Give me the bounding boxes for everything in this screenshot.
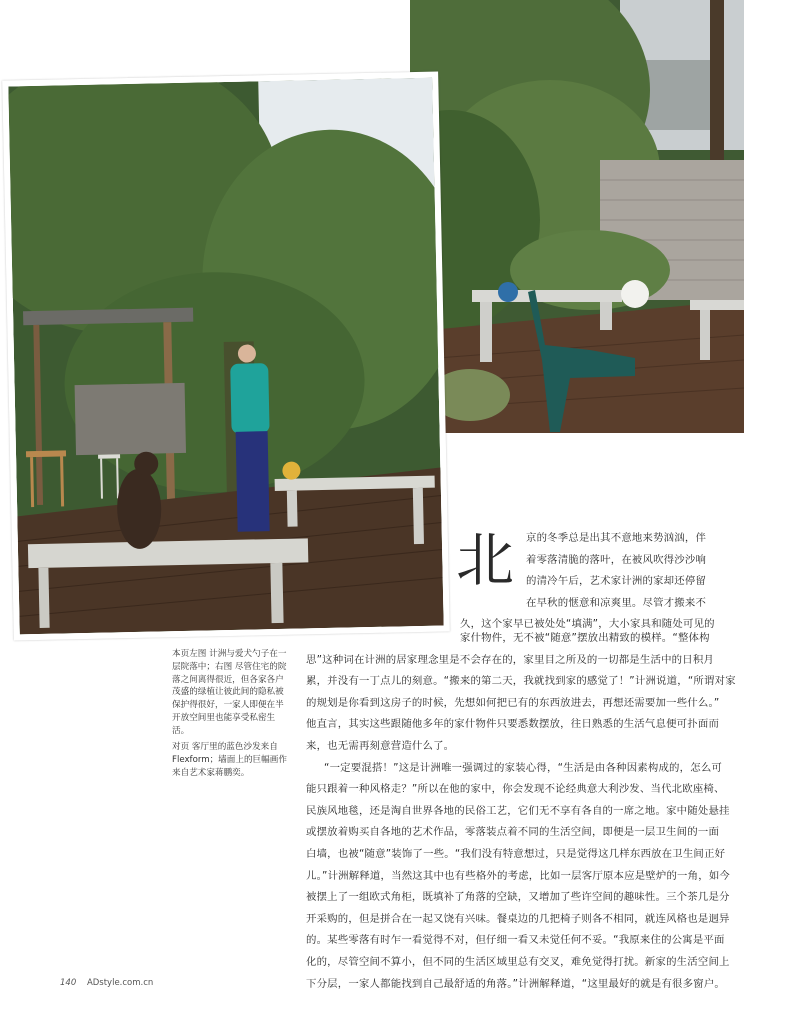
text-line: 来，也无需再刻意营造什么了。 [306, 739, 455, 752]
text-line: 家什物件，无不被“随意”摆放出精致的模样。“整体构 [460, 632, 710, 644]
page-number: 140 [60, 978, 77, 988]
photo-caption-second: 对页 客厅里的蓝色沙发来自Flexform；墙面上的巨幅画作来自艺术家蒋鹏奕。 [172, 742, 287, 778]
text-line: 能只跟着一种风格走？”所以在他的家中，你会发现不论经典意大利沙发、当代北欧座椅、 [306, 783, 725, 796]
text-line: 的。某些零落有时乍一看觉得不对，但仔细一看又未觉任何不妥。“我原来住的公寓是平面 [306, 934, 725, 947]
text-line: 着零落清脆的落叶，在被风吹得沙沙响 [526, 553, 707, 566]
garden-photo-left-image [8, 78, 443, 635]
garden-photo-right-image [410, 0, 744, 433]
site-url: ADstyle.com.cn [86, 978, 154, 988]
page-folio [60, 978, 153, 988]
text-line: 开采购的，但是拼合在一起又饶有兴味。餐桌边的几把椅子则各不相同，就连风格也是迥异 [306, 912, 730, 925]
text-line: 在早秋的惬意和凉爽里。尽管才搬来不 [526, 596, 707, 609]
text-line: 京的冬季总是出其不意地来势汹汹，伴 [526, 532, 707, 544]
garden-photo-right [410, 0, 744, 433]
article-intro [526, 528, 707, 614]
text-line: “一定要混搭！”这是计洲唯一强调过的家装心得，“生活是由各种因素构成的，怎么可 [324, 761, 723, 774]
text-line: 被摆上了一组欧式角柜，既填补了角落的空缺，又增加了些许空间的趣味性。三个茶几是分 [306, 891, 730, 904]
garden-photo-left-frame [2, 71, 450, 640]
text-line: 白墙，也被“随意”装饰了一些。“我们没有特意想过，只是觉得这几样东西放在卫生间正好 [306, 847, 726, 860]
text-line: 累，并没有一丁点儿的刻意。“搬来的第二天，我就找到家的感觉了！”计洲说道，“所谓对家 [306, 675, 736, 688]
text-line: 思”这种词在计洲的居家理念里是不会存在的，家里目之所及的一切都是生活中的日积月 [306, 653, 715, 666]
text-line: 儿。”计洲解释道，当然这其中也有些格外的考虑，比如一层客厅原本应是壁炉的一角，如今 [306, 869, 731, 882]
text-line: 下分层，一家人都能找到自己最舒适的角落。”计洲解释道，“这里最好的就是有很多窗户。 [306, 977, 725, 990]
text-line: 他直言，其实这些跟随他多年的家什物件只要悉数摆放，往日熟悉的生活气息便可扑面而 [306, 718, 720, 731]
text-line: 的清冷午后，艺术家计洲的家却还停留 [526, 575, 707, 588]
garden-photo-left [8, 78, 443, 635]
article-body [306, 628, 736, 995]
text-line: 久，这个家早已被处处“填满”，大小家具和随处可见的 [460, 618, 715, 630]
text-line: 民族风地毯，还是淘自世界各地的民俗工艺，它们无不享有各自的一席之地。家中随处悬挂 [306, 804, 730, 817]
text-line: 或摆放着购买自各地的艺术作品，零落装点着不同的生活空间，即便是一层卫生间的一面 [306, 826, 720, 839]
photo-caption-first: 本页左图 计洲与爱犬勺子在一层院落中；右图 尽管住宅的院落之间离得很近，但各家各户茂盛的绿植让彼此间的隐私被保护得很好，一家人即便在半开放空间里也能享受私密生活。 [172, 649, 287, 736]
text-line: 化的，尽管空间不算小，但不同的生活区域里总有交叉，难免觉得打扰。新家的生活空间上 [306, 955, 730, 968]
drop-cap: 北 [456, 526, 515, 594]
text-line: 的规划是你看到这房子的时候，先想如何把已有的东西放进去，再想还需要加一些什么。” [306, 696, 720, 709]
